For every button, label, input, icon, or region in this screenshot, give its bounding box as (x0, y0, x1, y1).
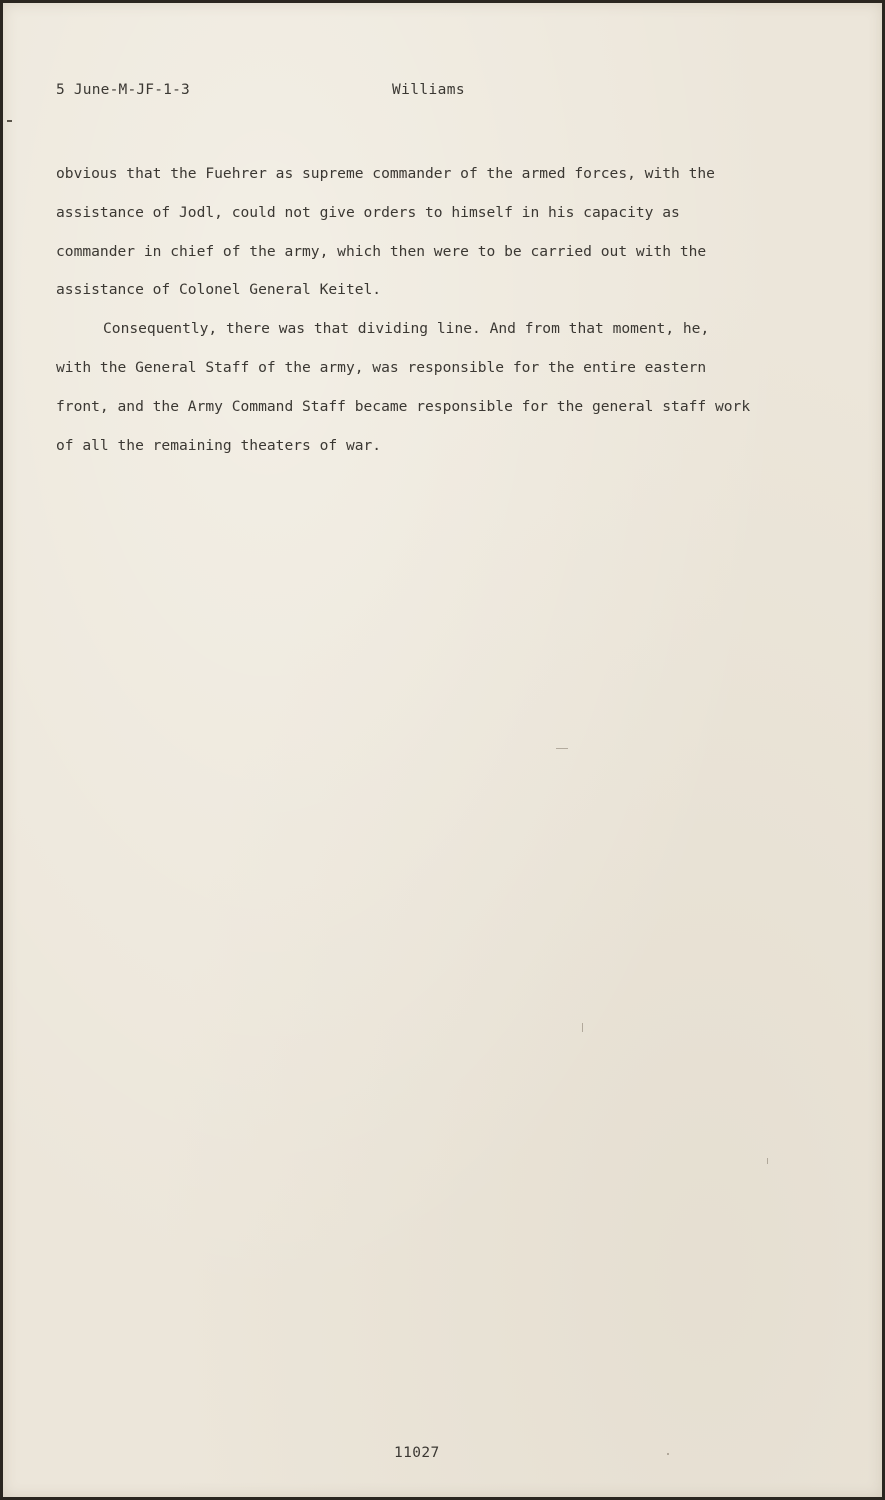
paper-speck (582, 1023, 583, 1032)
text-line: obvious that the Fuehrer as supreme commander of the armed forces, with the (56, 165, 715, 182)
text-line: assistance of Colonel General Keitel. (56, 281, 382, 299)
text-line: front, and the Army Command Staff became responsible for the general staff work (56, 397, 751, 415)
paper-speck (556, 748, 568, 749)
text-line: of all the remaining theaters of war. (56, 436, 382, 454)
transcript-body (56, 155, 876, 465)
text-line: with the General Staff of the army, was responsible for the entire eastern (56, 358, 707, 376)
document-page (3, 3, 882, 1497)
paper-speck (667, 1453, 669, 1455)
text-line: Consequently, there was that dividing line. And from that moment, he, (103, 320, 710, 338)
document-reference: 5 June-M-JF-1-3 (56, 82, 190, 98)
text-line: commander in chief of the army, which then were to be carried out with the (56, 242, 707, 260)
text-line: assistance of Jodl, could not give orders to himself in his capacity as (56, 203, 680, 221)
paper-speck (767, 1158, 768, 1164)
speaker-name: Williams (392, 82, 466, 98)
page-number: 11027 (394, 1445, 440, 1461)
edge-tick-mark (7, 120, 12, 122)
